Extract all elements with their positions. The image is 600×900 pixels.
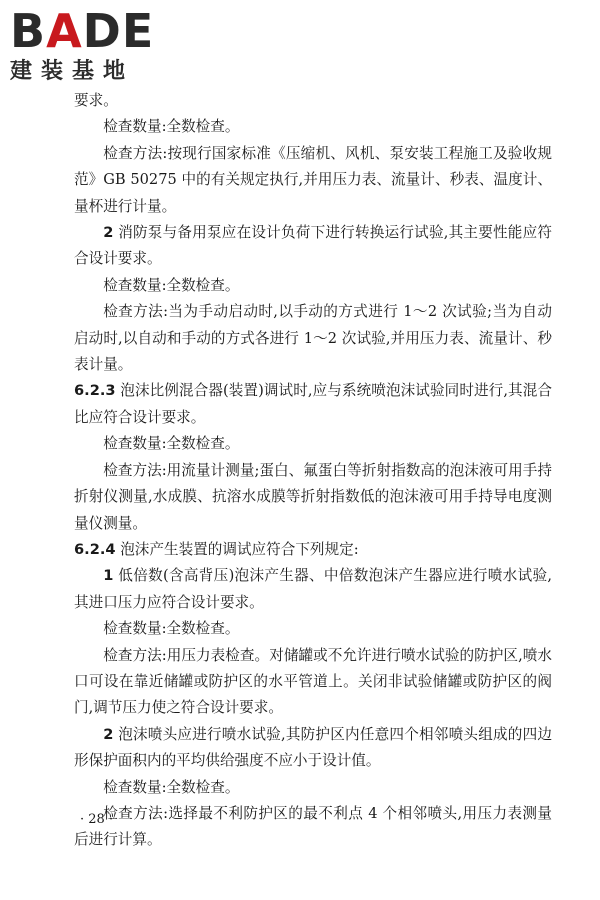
paragraph: 检查数量:全数检查。	[103, 276, 240, 294]
clause-text: 泡沫产生装置的调试应符合下列规定:	[120, 540, 359, 558]
paragraph: 检查数量:全数检查。	[103, 778, 240, 796]
paragraph: 检查方法:当为手动启动时,以手动的方式进行 1～2 次试验;当为自动启动时,以自动和手动的方式各进行 1～2 次试验,并用压力表、流量计、秒表计量。	[74, 303, 552, 374]
section-number: 6.2.3	[74, 382, 116, 400]
item-number: 2	[103, 224, 114, 242]
item-number: 1	[103, 567, 114, 585]
clause-item	[74, 563, 552, 616]
paragraph: 检查方法:用压力表检查。对储罐或不允许进行喷水试验的防护区,喷水口可设在靠近储罐或防护区的水平管道上。关闭非试验储罐或防护区的阀门,调节压力使之符合设计要求。	[74, 646, 552, 717]
paragraph: 检查方法:用流量计测量;蛋白、氟蛋白等折射指数高的泡沫液可用手持折射仪测量,水成膜、抗溶水成膜等折射指数低的泡沫液可用手持导电度测量仪测量。	[74, 461, 552, 532]
item-number: 2	[103, 725, 114, 743]
logo-wordmark: BADE	[10, 4, 155, 58]
document-body	[74, 88, 552, 854]
clause	[74, 378, 552, 431]
logo-subtitle: 建装基地	[10, 59, 135, 84]
paragraph: 检查方法:选择最不利防护区的最不利点 4 个相邻喷头,用压力表测量后进行计算。	[74, 804, 552, 849]
clause-item	[74, 722, 552, 775]
item-text: 泡沫喷头应进行喷水试验,其防护区内任意四个相邻喷头组成的四边形保护面积内的平均供给强度不应小于设计值。	[74, 725, 552, 770]
clause-text: 泡沫比例混合器(装置)调试时,应与系统喷泡沫试验同时进行,其混合比应符合设计要求。	[74, 382, 552, 426]
clause-item	[74, 220, 552, 273]
page-number: · 28 ·	[80, 812, 114, 827]
item-text: 消防泵与备用泵应在设计负荷下进行转换运行试验,其主要性能应符合设计要求。	[74, 224, 552, 268]
section-number: 6.2.4	[74, 540, 116, 558]
clause	[74, 537, 552, 563]
paragraph: 要求。	[74, 92, 118, 109]
bade-logo	[10, 4, 180, 88]
item-text: 低倍数(含高背压)泡沫产生器、中倍数泡沫产生器应进行喷水试验,其进口压力应符合设计要求。	[74, 567, 553, 611]
paragraph: 检查数量:全数检查。	[103, 118, 240, 136]
paragraph: 检查数量:全数检查。	[103, 620, 240, 638]
paragraph: 检查方法:按现行国家标准《压缩机、风机、泵安装工程施工及验收规范》GB 50275 中的有关规定执行,并用压力表、流量计、秒表、温度计、量杯进行计量。	[74, 144, 552, 215]
paragraph: 检查数量:全数检查。	[103, 435, 240, 453]
